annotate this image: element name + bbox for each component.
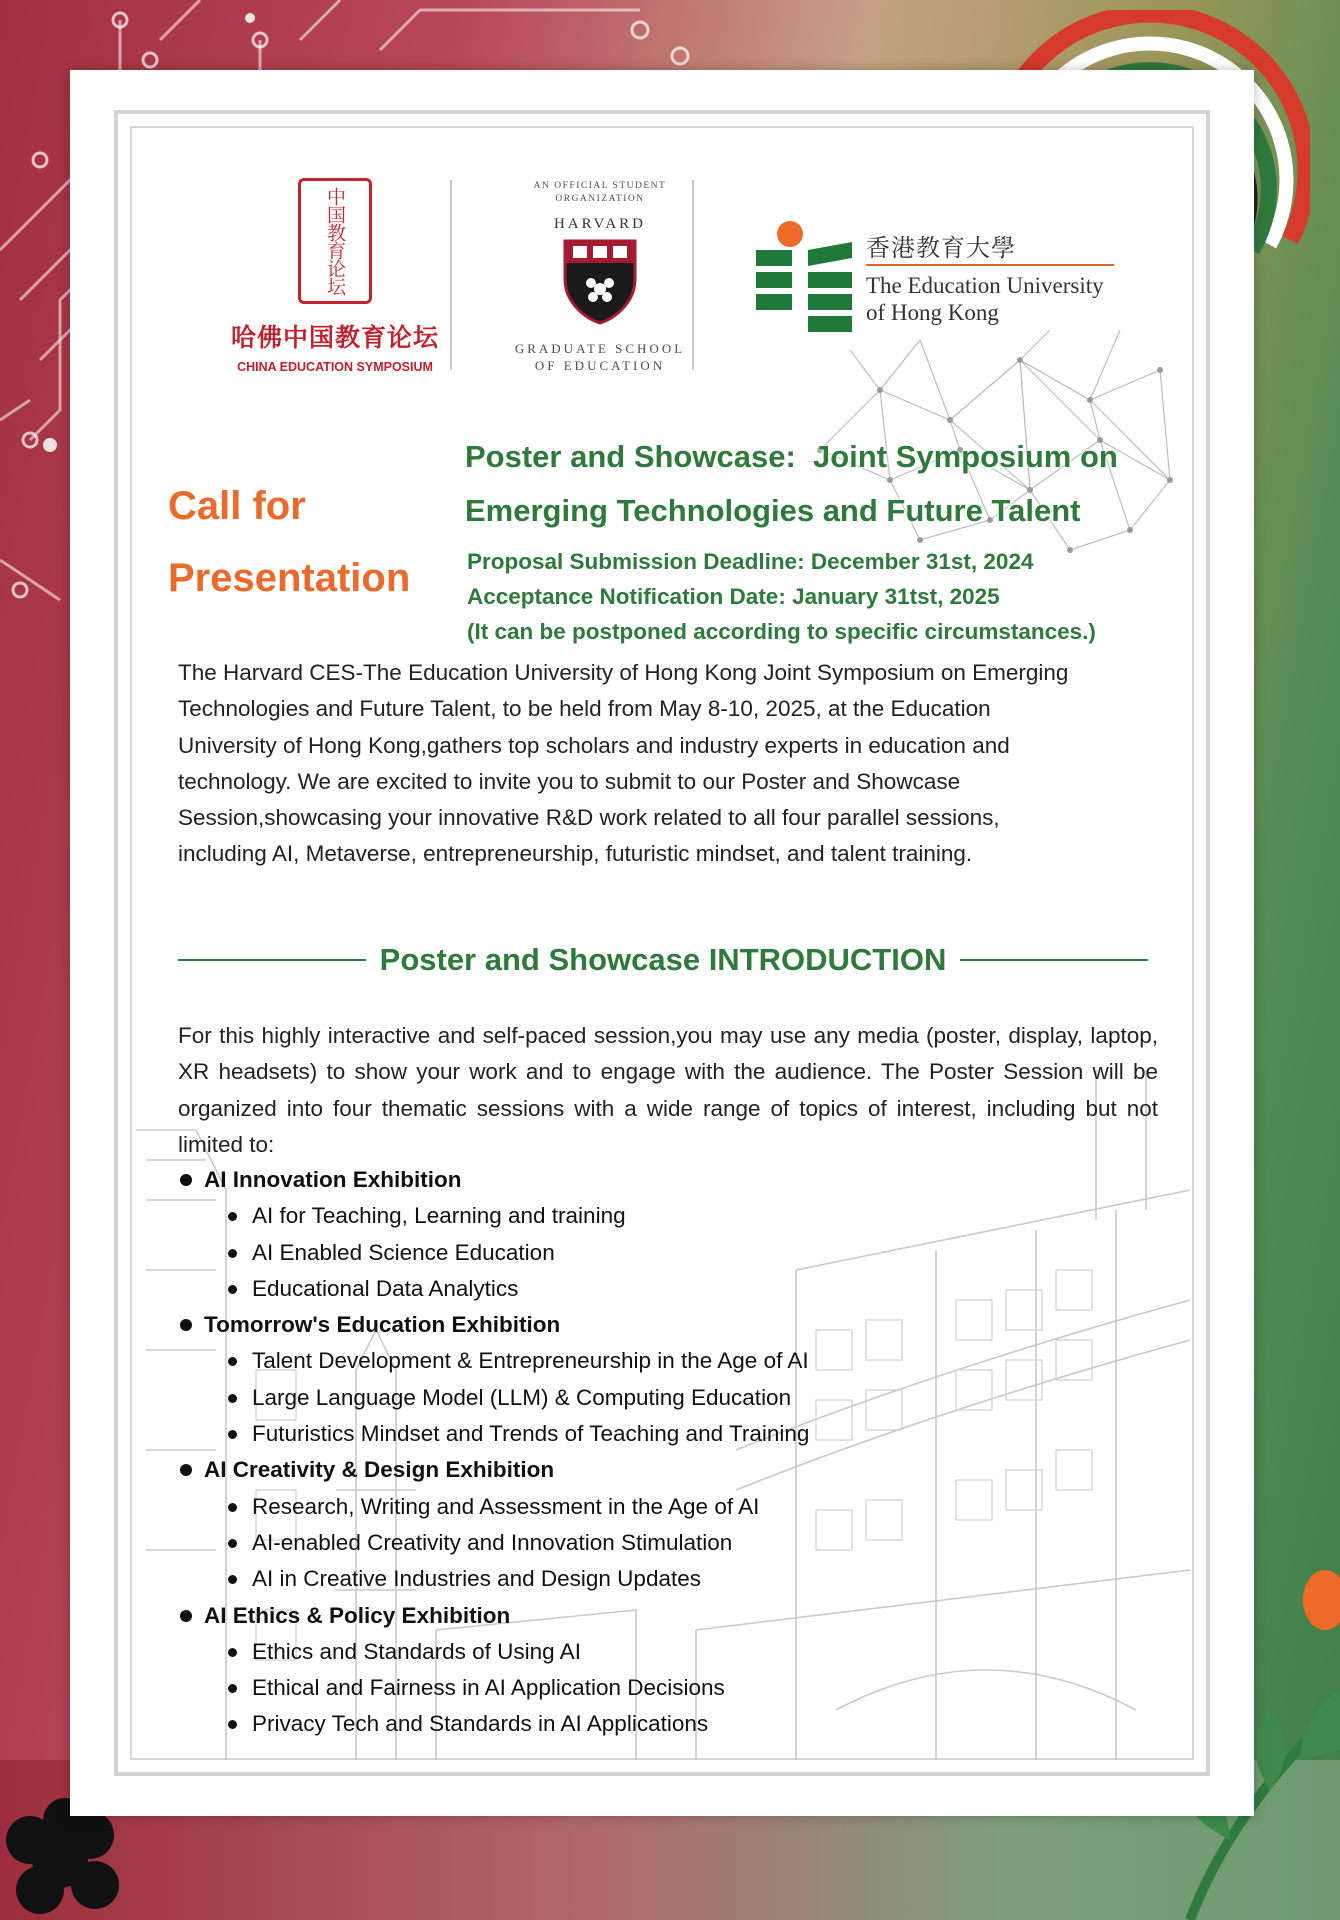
call-for-presentation [168, 470, 410, 614]
call-line1: Call for [168, 484, 306, 528]
title-line2: Emerging Technologies and Future Talent [465, 493, 1081, 528]
heading-rule-right [960, 959, 1148, 961]
harvard-shield-icon [563, 239, 637, 325]
intro-paragraph [178, 655, 1178, 873]
hgse-tagline: AN OFFICIAL STUDENT ORGANIZATION [533, 181, 667, 204]
eduhk-rule [866, 264, 1114, 266]
intro-line: Technologies and Future Talent, to be held from May 8-10, 2025, at the Education [178, 696, 991, 722]
intro-line: including AI, Metaverse, entrepreneurship, futuristic mindset, and talent training. [178, 841, 973, 867]
eduhk-logo [756, 220, 1156, 370]
section-heading [178, 940, 1148, 980]
intro-line: technology. We are excited to invite you to submit to our Poster and Showcase [178, 768, 961, 794]
logo-divider-2 [692, 180, 694, 370]
topic-list [178, 1162, 1158, 1743]
topic-group-title: AI Creativity & Design Exhibition [178, 1452, 1158, 1488]
topic-group [178, 1452, 1158, 1597]
eduhk-name-cn: 香港教育大學 [866, 234, 1016, 262]
topic-item: Ethics and Standards of Using AI [178, 1634, 1158, 1670]
title-line1: Poster and Showcase: Joint Symposium on [465, 439, 1118, 474]
hgse-logo [475, 180, 725, 374]
ces-seal-text: 中国教育论坛 [324, 187, 346, 295]
topic-item: Educational Data Analytics [178, 1271, 1158, 1307]
section-paragraph: For this highly interactive and self-paced session,you may use any media (poster, display, laptop, XR headsets) to show your work and to engage with the audience. The Poster Session will be organized into four thematic sessions with a wide range of topics of interest, including but not limited to: [178, 1023, 1158, 1157]
topic-group [178, 1598, 1158, 1743]
topic-item: Futuristics Mindset and Trends of Teaching and Training [178, 1416, 1158, 1452]
poster-card [70, 70, 1254, 1816]
ces-logo [220, 178, 450, 374]
topic-item: AI in Creative Industries and Design Updates [178, 1561, 1158, 1597]
topic-group [178, 1162, 1158, 1307]
intro-line: Session,showcasing your innovative R&D work related to all four parallel sessions, [178, 805, 1000, 831]
hgse-school-line2: OF EDUCATION [534, 358, 666, 373]
topic-item: Talent Development & Entrepreneurship in the Age of AI [178, 1343, 1158, 1379]
topic-item: AI for Teaching, Learning and training [178, 1198, 1158, 1234]
logo-divider-1 [450, 180, 452, 370]
ces-name-en: CHINA EDUCATION SYMPOSIUM [237, 360, 433, 374]
topic-group [178, 1307, 1158, 1452]
section-title: Poster and Showcase INTRODUCTION [379, 942, 947, 977]
ces-seal [298, 178, 372, 304]
topic-item: Large Language Model (LLM) & Computing Education [178, 1380, 1158, 1416]
topic-item: Research, Writing and Assessment in the Age of AI [178, 1489, 1158, 1525]
hgse-harvard: HARVARD [553, 216, 647, 232]
intro-line: University of Hong Kong,gathers top scholars and industry experts in education and [178, 732, 1010, 758]
key-dates [467, 544, 1096, 649]
eduhk-name-en-line2: of Hong Kong [866, 300, 999, 325]
topic-group-title: Tomorrow's Education Exhibition [178, 1307, 1158, 1343]
hgse-school-line1: GRADUATE SCHOOL [514, 341, 686, 356]
submission-deadline: Proposal Submission Deadline: December 31st, 2024 [467, 549, 1034, 574]
eduhk-mark-icon [756, 220, 856, 340]
hgse-school [475, 340, 725, 374]
eduhk-name-en-line1: The Education University [866, 273, 1104, 298]
topic-item: Privacy Tech and Standards in AI Applications [178, 1706, 1158, 1742]
call-line2: Presentation [168, 556, 411, 600]
topic-item: Ethical and Fairness in AI Application Decisions [178, 1670, 1158, 1706]
ces-name-cn: 哈佛中国教育论坛 [230, 324, 439, 352]
heading-rule-left [178, 959, 366, 961]
postpone-note: (It can be postponed according to specific circumstances.) [467, 619, 1096, 644]
topic-group-title: AI Ethics & Policy Exhibition [178, 1598, 1158, 1634]
eduhk-name-en [866, 272, 1104, 326]
intro-line: The Harvard CES-The Education University of Hong Kong Joint Symposium on Emerging [178, 660, 1069, 685]
poster-title [465, 430, 1118, 538]
acceptance-notification: Acceptance Notification Date: January 31tst, 2025 [467, 584, 1000, 609]
topic-group-title: AI Innovation Exhibition [178, 1162, 1158, 1198]
topic-item: AI-enabled Creativity and Innovation Stimulation [178, 1525, 1158, 1561]
topic-item: AI Enabled Science Education [178, 1235, 1158, 1271]
